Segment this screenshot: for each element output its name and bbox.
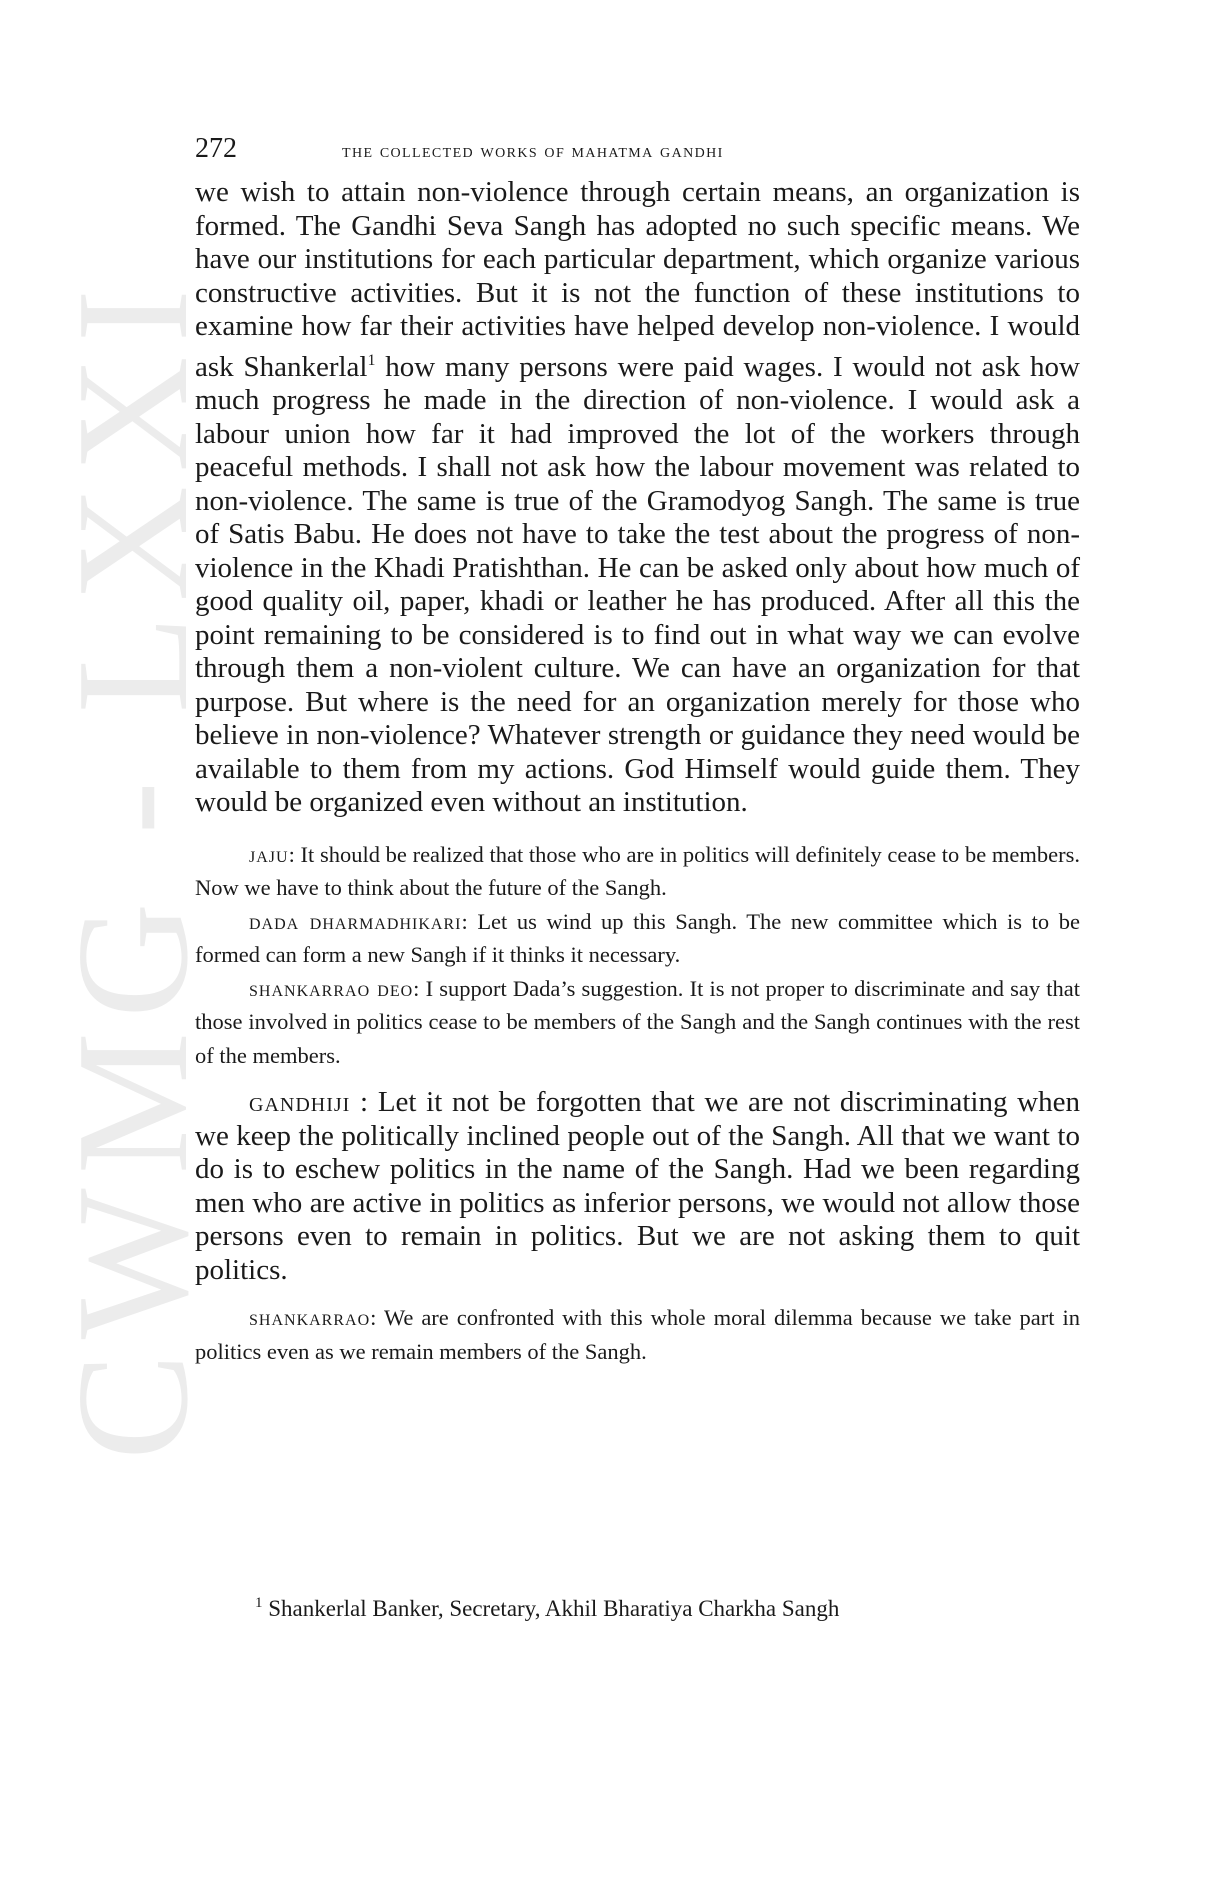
speaker-name: shankarrao deo (249, 975, 414, 1001)
speaker-separator: : (350, 1086, 378, 1118)
speaker-separator: : (413, 975, 426, 1001)
page-header (195, 131, 1080, 171)
dialogue-text: Let us wind up this Sangh. The new committee which is to be formed can form a new Sangh if it thinks it necessary. (195, 908, 1080, 967)
dialogue-text: It should be realized that those who are in politics will definitely cease to be members. Now we have to think about the future of the Sangh. (195, 841, 1080, 900)
speaker-separator: : (288, 841, 301, 867)
main-paragraph (195, 176, 1080, 820)
footnote-reference: 1 (367, 351, 376, 369)
dialogue-shankarrao-deo (195, 972, 1080, 1073)
main-paragraph-text-1: we wish to attain non-violence through certain means, an organization is formed. The Gandhi Seva Sangh has adopted no such specific means. We have our institutions for each particular department, which organize various constructive activities. But it is not the function of these institutions to examine how far their activities have helped develop non-violence. I would ask Shankerlal (195, 176, 1080, 383)
dialogue-text: I support Dada’s suggestion. It is not proper to discriminate and say that those involved in politics cease to be members of the Sangh and the Sangh continues with the rest of the members. (195, 975, 1080, 1068)
footnote (255, 1588, 839, 1624)
speaker-name: jaju (249, 841, 289, 867)
dialogue-text: Let it not be forgotten that we are not discriminating when we keep the politically inclined people out of the Sangh. All that we want to do is to eschew politics in the name of the Sangh. Had we been regarding men who are active in politics as inferior persons, we would not allow those persons even to remain in politics. But we are not asking them to quit politics. (195, 1086, 1080, 1286)
main-paragraph-text-2: how many persons were paid wages. I would not ask how much progress he made in the direction of non-violence. I would ask a labour union how far it had improved the lot of the workers through peaceful methods. I shall not ask how the labour movement was related to non-violence. The same is true of the Gramodyog Sangh. The same is true of Satis Babu. He does not have to take the test about the progress of non-violence in the Khadi Pratishthan. He can be asked only about how much of good quality oil, paper, khadi or leather he has produced. After all this the point remaining to be considered is to find out in what way we can evolve through them a non-violent culture. We can have an organization for that purpose. But where is the need for an organization merely for those who believe in non-violence? Whatever strength or guidance they need would be available to them from my actions. God Himself would guide them. They would be organized even without an institution. (195, 350, 1080, 818)
speaker-name: gandhiji (249, 1086, 351, 1118)
speaker-name: shankarrao (249, 1305, 371, 1330)
speaker-separator: : (461, 908, 478, 934)
footnote-text: Shankerlal Banker, Secretary, Akhil Bharatiya Charkha Sangh (262, 1596, 840, 1621)
dialogue-jaju (195, 838, 1080, 905)
dialogue-gandhiji (195, 1086, 1080, 1287)
speaker-separator: : (370, 1305, 384, 1330)
body-text (195, 176, 1080, 1368)
footnote-marker: 1 (255, 1595, 263, 1611)
running-title: the collected works of mahatma gandhi (342, 140, 724, 162)
dialogue-dada-dharmadhikari (195, 905, 1080, 972)
speaker-name: dada dharmadhikari (249, 908, 462, 934)
watermark-text: CWMG - LXXI (43, 275, 221, 1460)
page-number: 272 (195, 133, 237, 164)
dialogue-shankarrao (195, 1301, 1080, 1368)
dialogue-text: We are confronted with this whole moral dilemma because we take part in politics even as we remain members of the Sangh. (195, 1305, 1080, 1364)
